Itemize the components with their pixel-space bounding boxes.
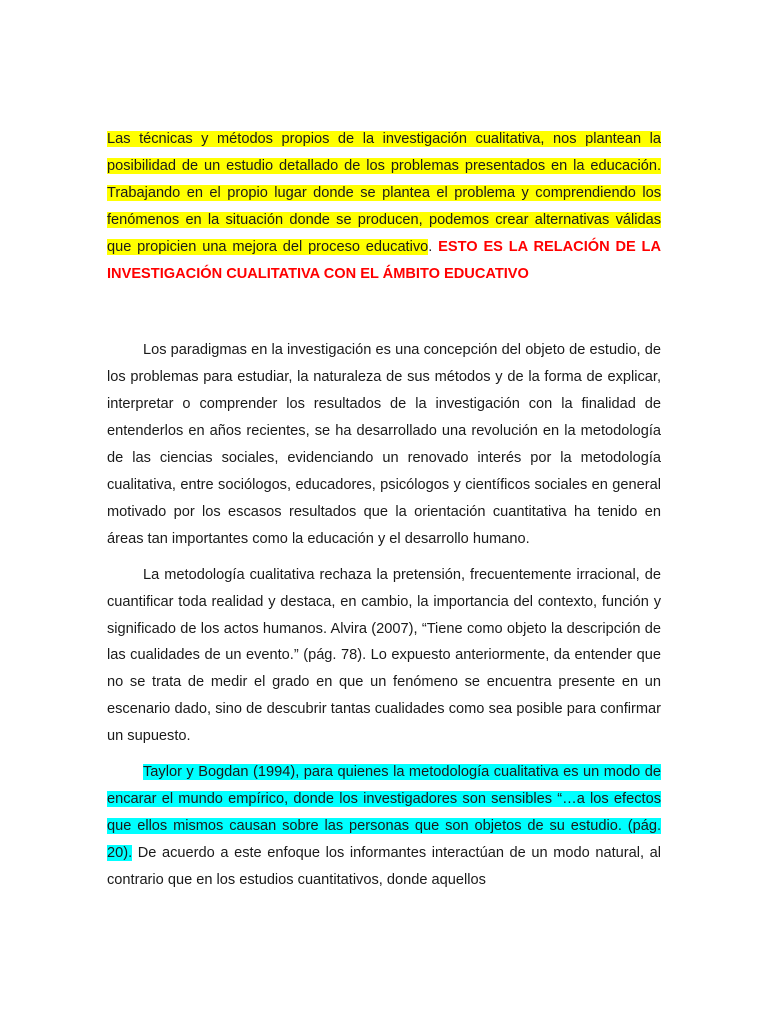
emphasis-heading: ESTO ES LA RELACIÓN DE LA INVESTIGACIÓN CUALITATIVA CON EL ÁMBITO EDUCATIVO bbox=[107, 238, 662, 282]
highlighted-text-yellow: Las técnicas y métodos propios de la investigación cualitativa, nos plantean la posibilidad de un estudio detallado de los problemas presentados en la educación. Trabajando en el propio lugar donde se plantea el problema y comprendiendo los fenómenos en la situación donde se producen, podemos crear alternativas válidas que propicien una mejora del proceso educativo bbox=[107, 131, 661, 255]
highlighted-text-cyan: Taylor y Bogdan (1994), para quienes la metodología cualitativa es un modo de encarar el mundo empírico, donde los investigadores son sensibles “…a los efectos que ellos mismos causan sobre las personas que son objetos de su estudio. (pág. 20). bbox=[107, 764, 661, 861]
paragraph-paradigms: Los paradigmas en la investigación es una concepción del objeto de estudio, de los problemas para estudiar, la naturaleza de sus métodos y de la forma de explicar, interpretar o comprender los resultados de la investigación con la finalidad de entenderlos en años recientes, se ha desarrollado una revolución en la metodología de las ciencias sociales, evidenciando un renovado interés por la metodología cualitativa, entre sociólogos, educadores, psicólogos y científicos sociales en general motivado por los escasos resultados que la orientación cuantitativa ha tenido en áreas tan importantes como la educación y el desarrollo humano. bbox=[107, 342, 661, 547]
paragraph-methodology: La metodología cualitativa rechaza la pretensión, frecuentemente irracional, de cuantificar toda realidad y destaca, en cambio, la importancia del contexto, función y significado de los actos humanos. Alvira (2007), “Tiene como objeto la descripción de las cualidades de un evento.” (pág. 78). Lo expuesto anteriormente, da entender que no se trata de medir el grado en que un fenómeno se encuentra presente en un escenario dado, sino de descubrir tantas cualidades como sea posible para confirmar un supuesto. bbox=[107, 566, 661, 745]
paragraph-continuation: De acuerdo a este enfoque los informantes interactúan de un modo natural, al contrario que en los estudios cuantitativos, donde aquellos bbox=[107, 844, 661, 888]
paragraph-taylor-bogdan bbox=[107, 759, 661, 894]
document-body bbox=[107, 126, 661, 894]
paragraph-intro bbox=[107, 126, 661, 287]
sentence-period: . bbox=[428, 238, 439, 255]
